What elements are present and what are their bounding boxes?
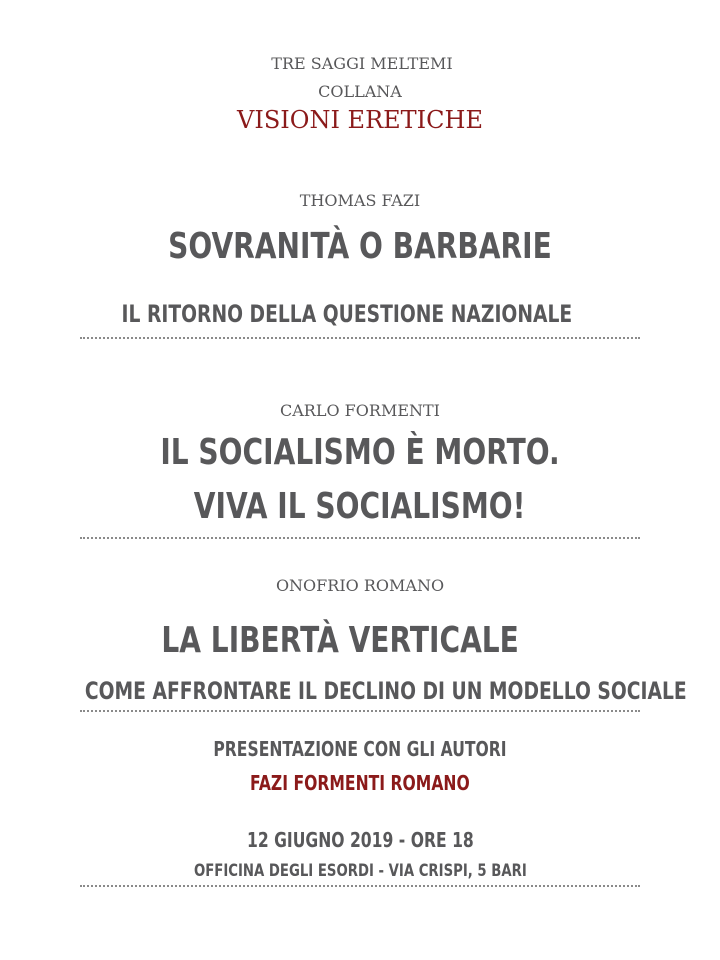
event-authors: FAZI FORMENTI ROMANO — [250, 771, 470, 795]
book-2-title-line-2: VIVA IL SOCIALISMO! — [194, 486, 526, 527]
event-heading: PRESENTAZIONE CON GLI AUTORI — [213, 737, 507, 761]
event-venue: OFFICINA DEGLI ESORDI - VIA CRISPI, 5 BARI — [193, 861, 527, 881]
dotted-divider-1 — [80, 337, 640, 339]
dotted-divider-2 — [80, 537, 640, 539]
book-2-author: CARLO FORMENTI — [280, 401, 440, 420]
book-1-author: THOMAS FAZI — [299, 191, 421, 210]
dotted-divider-4 — [80, 885, 640, 887]
book-3-title: LA LIBERTÀ VERTICALE — [161, 620, 519, 661]
book-3-subtitle: COME AFFRONTARE IL DECLINO DI UN MODELLO SOCIALE — [84, 677, 687, 705]
book-1-subtitle: IL RITORNO DELLA QUESTIONE NAZIONALE — [121, 300, 573, 328]
book-2-title-line-1: IL SOCIALISMO È MORTO. — [160, 432, 560, 473]
dotted-divider-3 — [80, 710, 640, 712]
header-line-2: COLLANA — [318, 82, 402, 101]
event-datetime: 12 GIUGNO 2019 - ORE 18 — [246, 828, 474, 852]
book-3-author: ONOFRIO ROMANO — [275, 576, 445, 595]
series-title: VISIONI ERETICHE — [237, 106, 483, 134]
book-1-title: SOVRANITÀ O BARBARIE — [168, 226, 552, 267]
header-line-1: TRE SAGGI MELTEMI — [271, 54, 453, 73]
